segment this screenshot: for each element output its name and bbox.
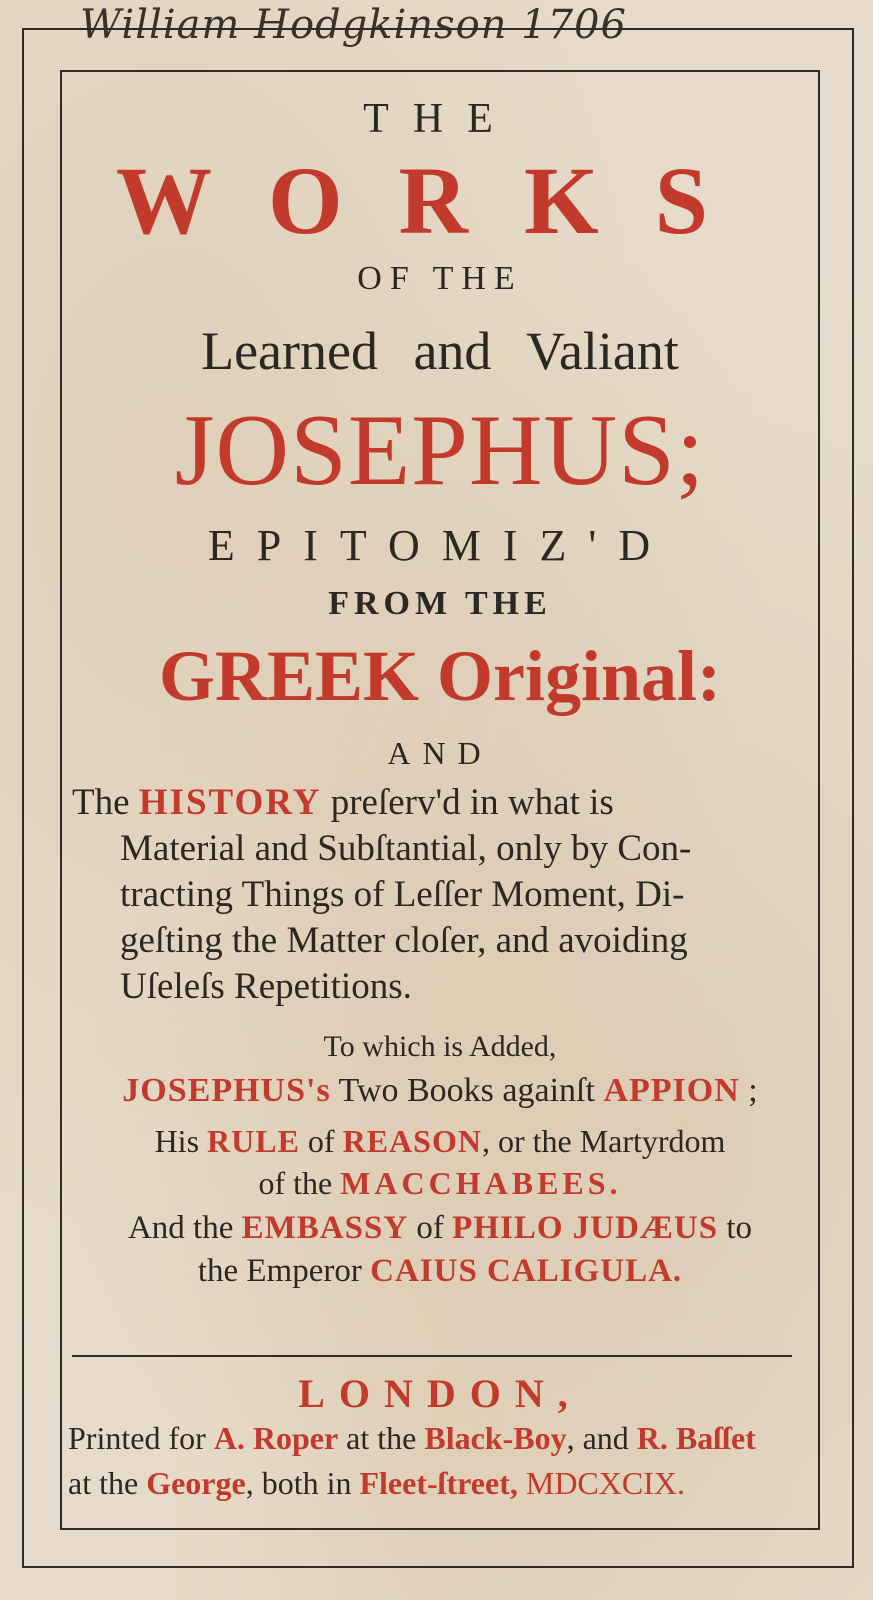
title-greek-original: GREEK Original: — [158, 636, 722, 716]
description-history: HISTORY — [138, 782, 322, 823]
contents-the-emperor: the Emperor — [197, 1253, 371, 1289]
imprint-black-boy: Black-Boy — [424, 1420, 567, 1456]
contents-macchabees: MACCHABEES. — [340, 1165, 622, 1201]
imprint-both-in: , both in — [245, 1465, 360, 1501]
imprint-a-roper: A. Roper — [213, 1420, 339, 1456]
title-from-the: FROM THE — [328, 585, 552, 622]
contents-reason: REASON — [342, 1123, 482, 1159]
description-line-5: Uſeleſs Repetitions. — [120, 966, 412, 1007]
description-the: The — [72, 782, 139, 823]
contents-line-rule — [62, 1123, 818, 1160]
imprint-divider-rule — [72, 1355, 792, 1357]
title-josephus: JOSEPHUS; — [174, 394, 706, 507]
title-the: THE — [363, 96, 517, 142]
contents-of: of — [299, 1123, 343, 1159]
contents-of-2: of — [408, 1210, 453, 1246]
contents-added: To which is Added, — [323, 1030, 557, 1063]
contents-embassy: EMBASSY — [241, 1210, 409, 1246]
description-line-1 — [72, 780, 812, 826]
owner-signature: William Hodgkinson 1706 — [80, 2, 627, 48]
title-and: AND — [387, 735, 493, 771]
description-line-4: geſting the Matter cloſer, and avoiding — [120, 920, 688, 961]
title-epitomizd: EPITOMIZ'D — [207, 521, 673, 570]
contents-line-appion — [62, 1072, 818, 1110]
imprint-r-basset: R. Baſſet — [636, 1420, 756, 1456]
contents-line-embassy — [62, 1210, 818, 1247]
description-paragraph — [72, 780, 812, 1010]
imprint-george: George — [146, 1465, 246, 1501]
imprint-at-the-2: at the — [68, 1465, 147, 1501]
imprint-year: MDCXCIX. — [517, 1465, 685, 1501]
imprint-and: , and — [566, 1420, 637, 1456]
contents-or-the: , or the Martyrdom — [481, 1123, 726, 1159]
title-of-the: OF THE — [357, 260, 523, 297]
description-line-3: tracting Things of Leſſer Moment, Di- — [120, 874, 685, 915]
contents-two-books: Two Books againſt — [330, 1072, 604, 1109]
contents-line-macchabees — [62, 1165, 818, 1202]
contents-appion: APPION — [603, 1072, 740, 1109]
imprint-line-1 — [68, 1420, 808, 1457]
title-works: WORKS — [115, 147, 765, 254]
imprint-printed-for: Printed for — [68, 1420, 214, 1456]
contents-line-caius — [62, 1253, 818, 1290]
contents-josephus-s: JOSEPHUS's — [122, 1072, 331, 1109]
imprint-line-2 — [68, 1465, 808, 1502]
contents-caius-caligula: CAIUS CALIGULA. — [370, 1253, 683, 1289]
contents-philo-judaeus: PHILO JUDÆUS — [452, 1210, 719, 1246]
description-line-1-rest: preſerv'd in what is — [321, 782, 614, 823]
description-line-2: Material and Subſtantial, only by Con- — [120, 828, 692, 869]
contents-rule: RULE — [207, 1123, 300, 1159]
contents-semicolon: ; — [739, 1072, 758, 1109]
imprint-at-the: at the — [338, 1420, 425, 1456]
contents-of-the: of the — [258, 1165, 341, 1201]
contents-to: to — [718, 1210, 753, 1246]
imprint-fleet-street: Fleet-ſtreet, — [359, 1465, 518, 1501]
imprint-london: LONDON, — [298, 1371, 582, 1416]
title-learned-and-valiant: Learned and Valiant — [201, 321, 679, 381]
contents-and-the: And the — [127, 1210, 242, 1246]
contents-his: His — [154, 1123, 208, 1159]
